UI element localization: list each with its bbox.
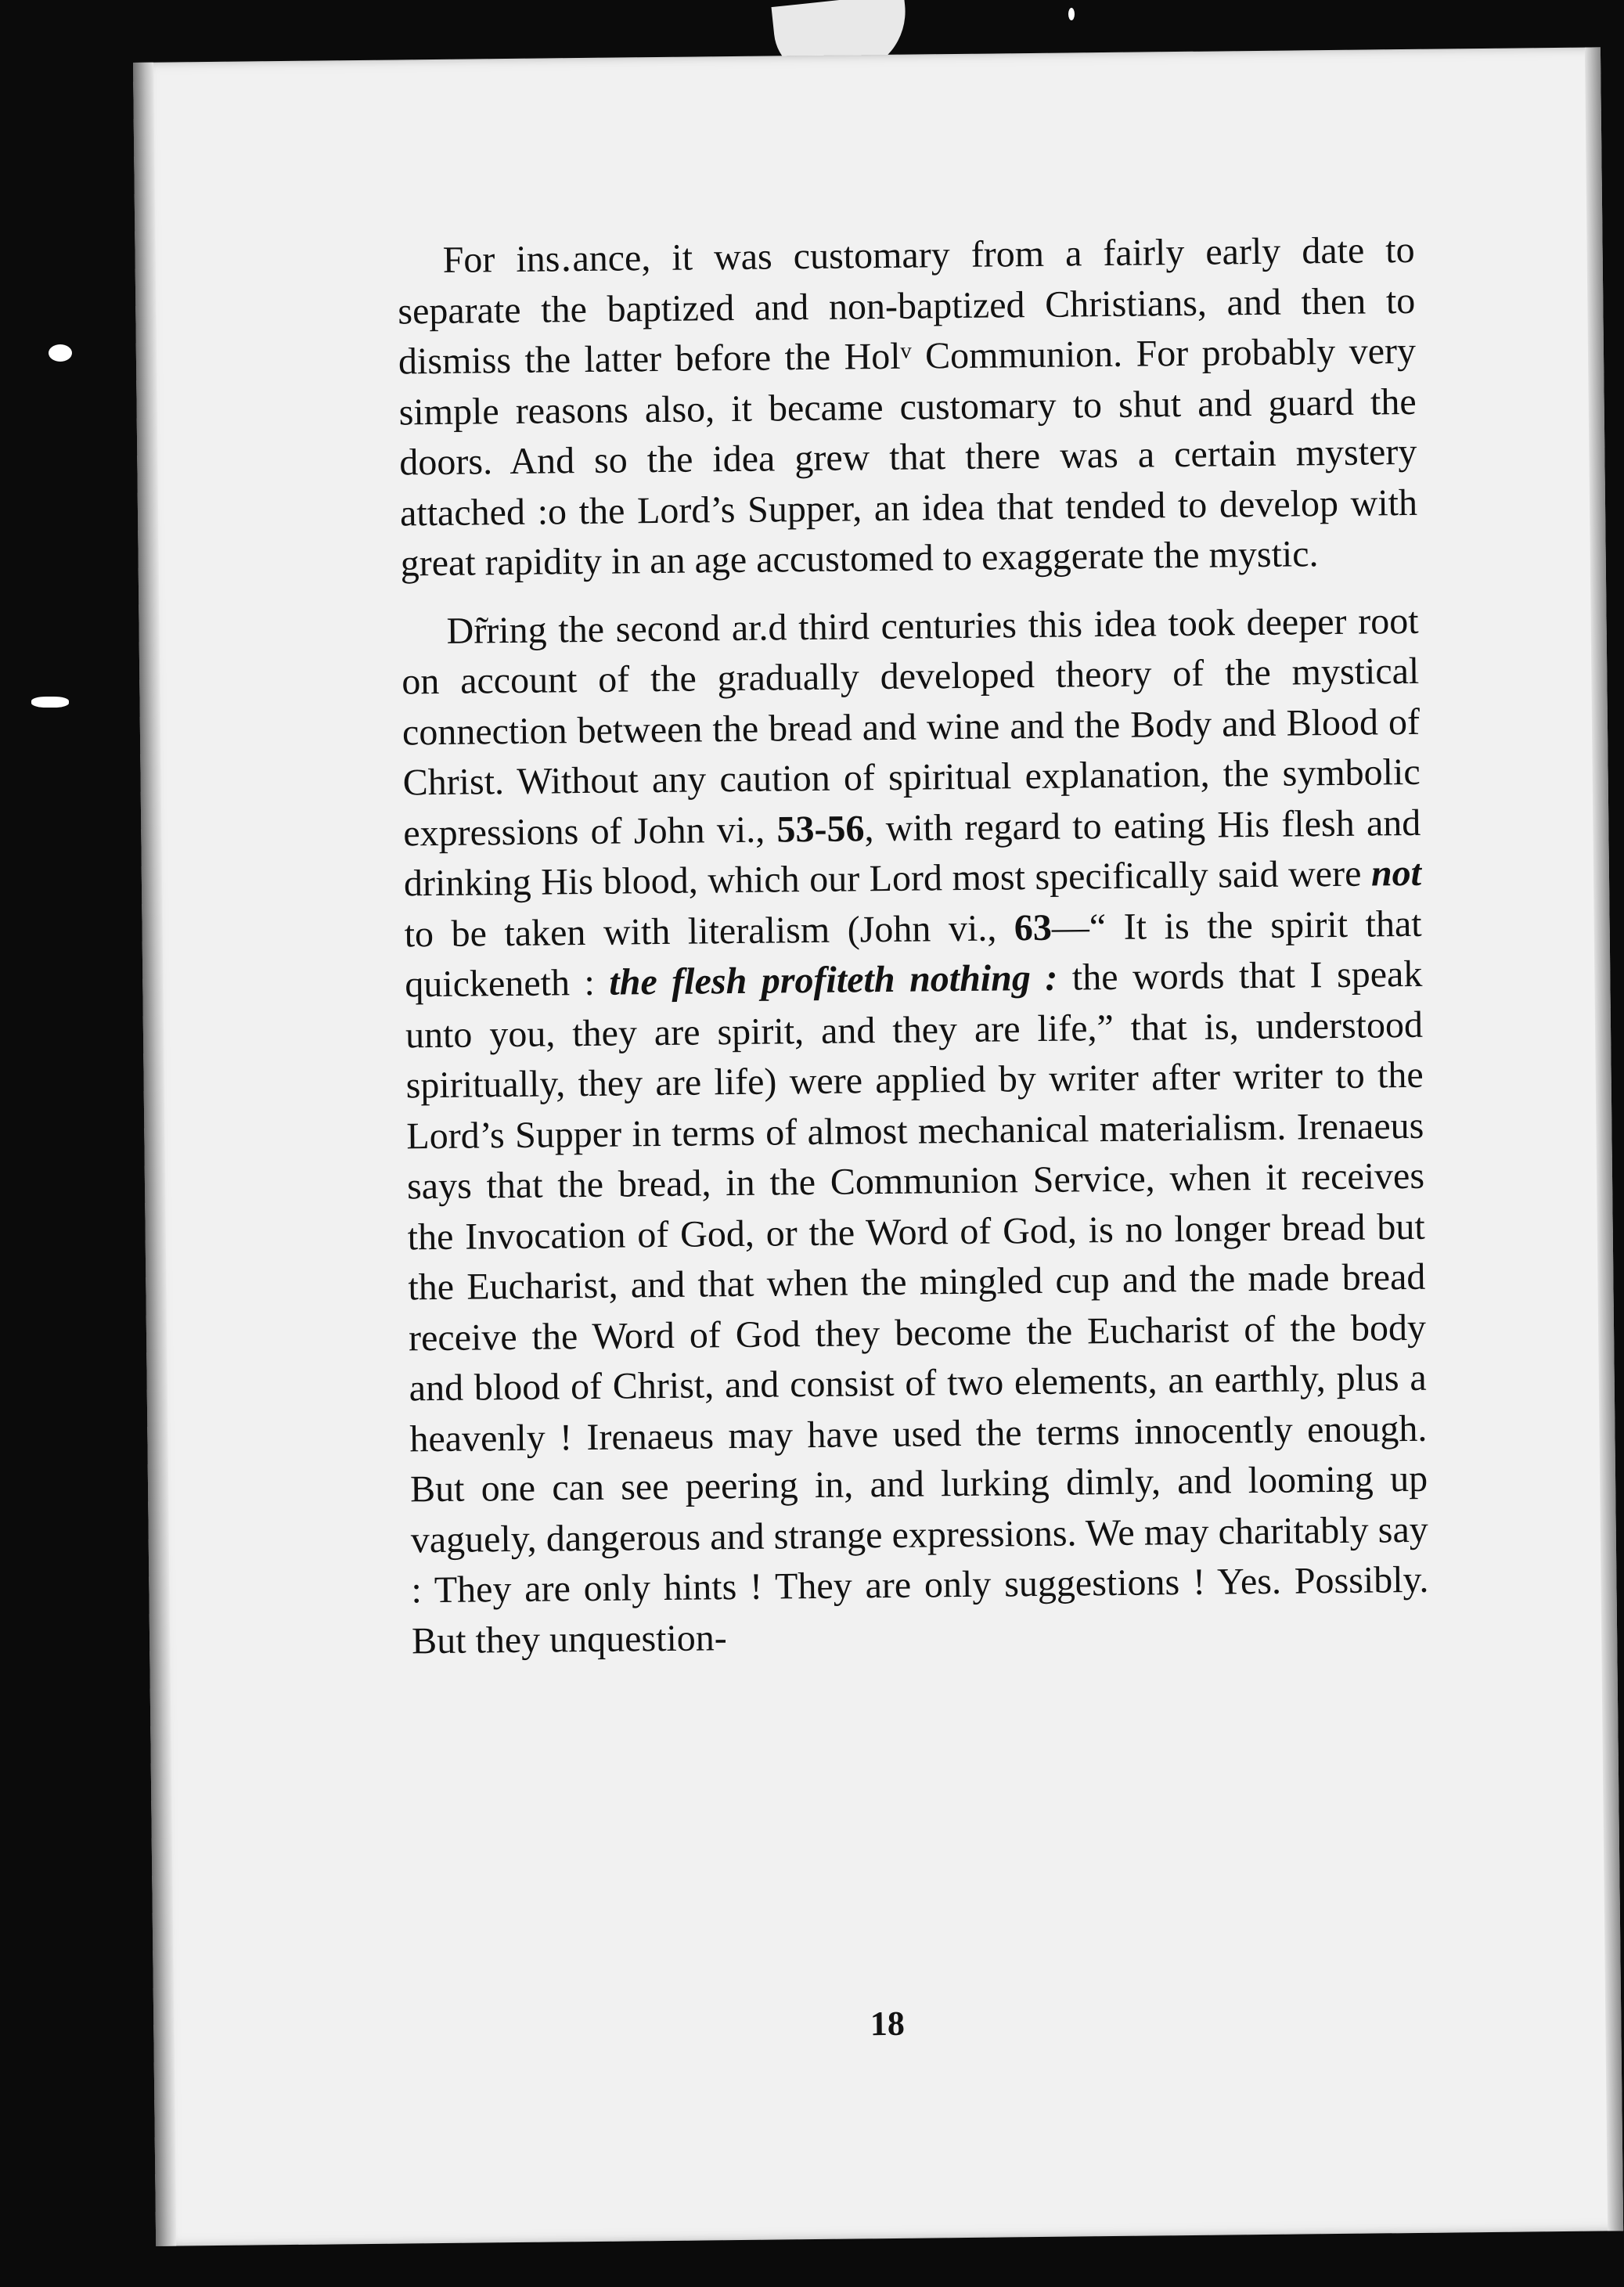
text-segment: 53-56 bbox=[776, 807, 865, 850]
scan-speck bbox=[1068, 8, 1075, 20]
book-page bbox=[133, 47, 1623, 2246]
text-segment: the words that I speak unto you, they are spirit, and they are life,” that is, understood spiritually, they are life) were applied by writer after writer to the Lord’s Supper in terms of almost mechanical materialism. Irenaeus says that the bread, in the Communion Service, when it receives the Invocation of God, or the Word of God, is no longer bread but the Eucharist, and that when the mingled cup and the made bread receive the Word of God they become the Eucharist of the body and blood of Christ, and consist of two elements, an earthly, plus a heavenly ! Irenaeus may have used the terms innocently enough. But one can see peering in, and lurking dimly, and looming up vaguely, dangerous and strange expressions. We may charitably say : They are only hints ! They are only suggestions ! Yes. Possibly. But they unquestion- bbox=[405, 953, 1429, 1662]
text-segment: —“ It is the spirit that quickeneth : bbox=[405, 902, 1422, 1006]
paragraph bbox=[401, 596, 1429, 1666]
page-outer-edge bbox=[1585, 47, 1623, 2231]
page-binding-edge bbox=[133, 63, 176, 2246]
text-segment: not bbox=[1370, 852, 1422, 895]
text-segment: Dr̃ring the second ar.d third centuries this idea took deeper root on account of the gradually developed theory of the mystical connection between the bread and wine and the Body and Blood of Christ. Without any caution of spiritual explanation, the symbolic expressions of John vi., bbox=[401, 600, 1421, 854]
text-segment: For ins․ance, it was customary from a fairly early date to separate the baptized and non-baptized Christians, and then to dismiss the latter before the Holᵛ Communion. For probably very simple reasons also, it became customary to shut and guard the doors. And so the idea grew that there was a certain mystery attached :o the Lord’s Supper, an idea that tended to develop with great rapidity in an age accustomed to exaggerate the mystic. bbox=[398, 229, 1418, 585]
text-segment: , with regard to eating His flesh and drinking His blood, which our Lord most specifically said were bbox=[403, 801, 1421, 905]
scan-speck bbox=[49, 344, 72, 362]
text-segment: to be taken with literalism (John vi., bbox=[404, 906, 1015, 955]
paragraph bbox=[397, 225, 1418, 589]
text-segment: 63 bbox=[1014, 906, 1053, 949]
scan-speck bbox=[31, 697, 69, 708]
page-number: 18 bbox=[870, 2004, 906, 2044]
body-text bbox=[397, 225, 1429, 1667]
text-segment: the flesh profiteth nothing : bbox=[609, 956, 1058, 1003]
